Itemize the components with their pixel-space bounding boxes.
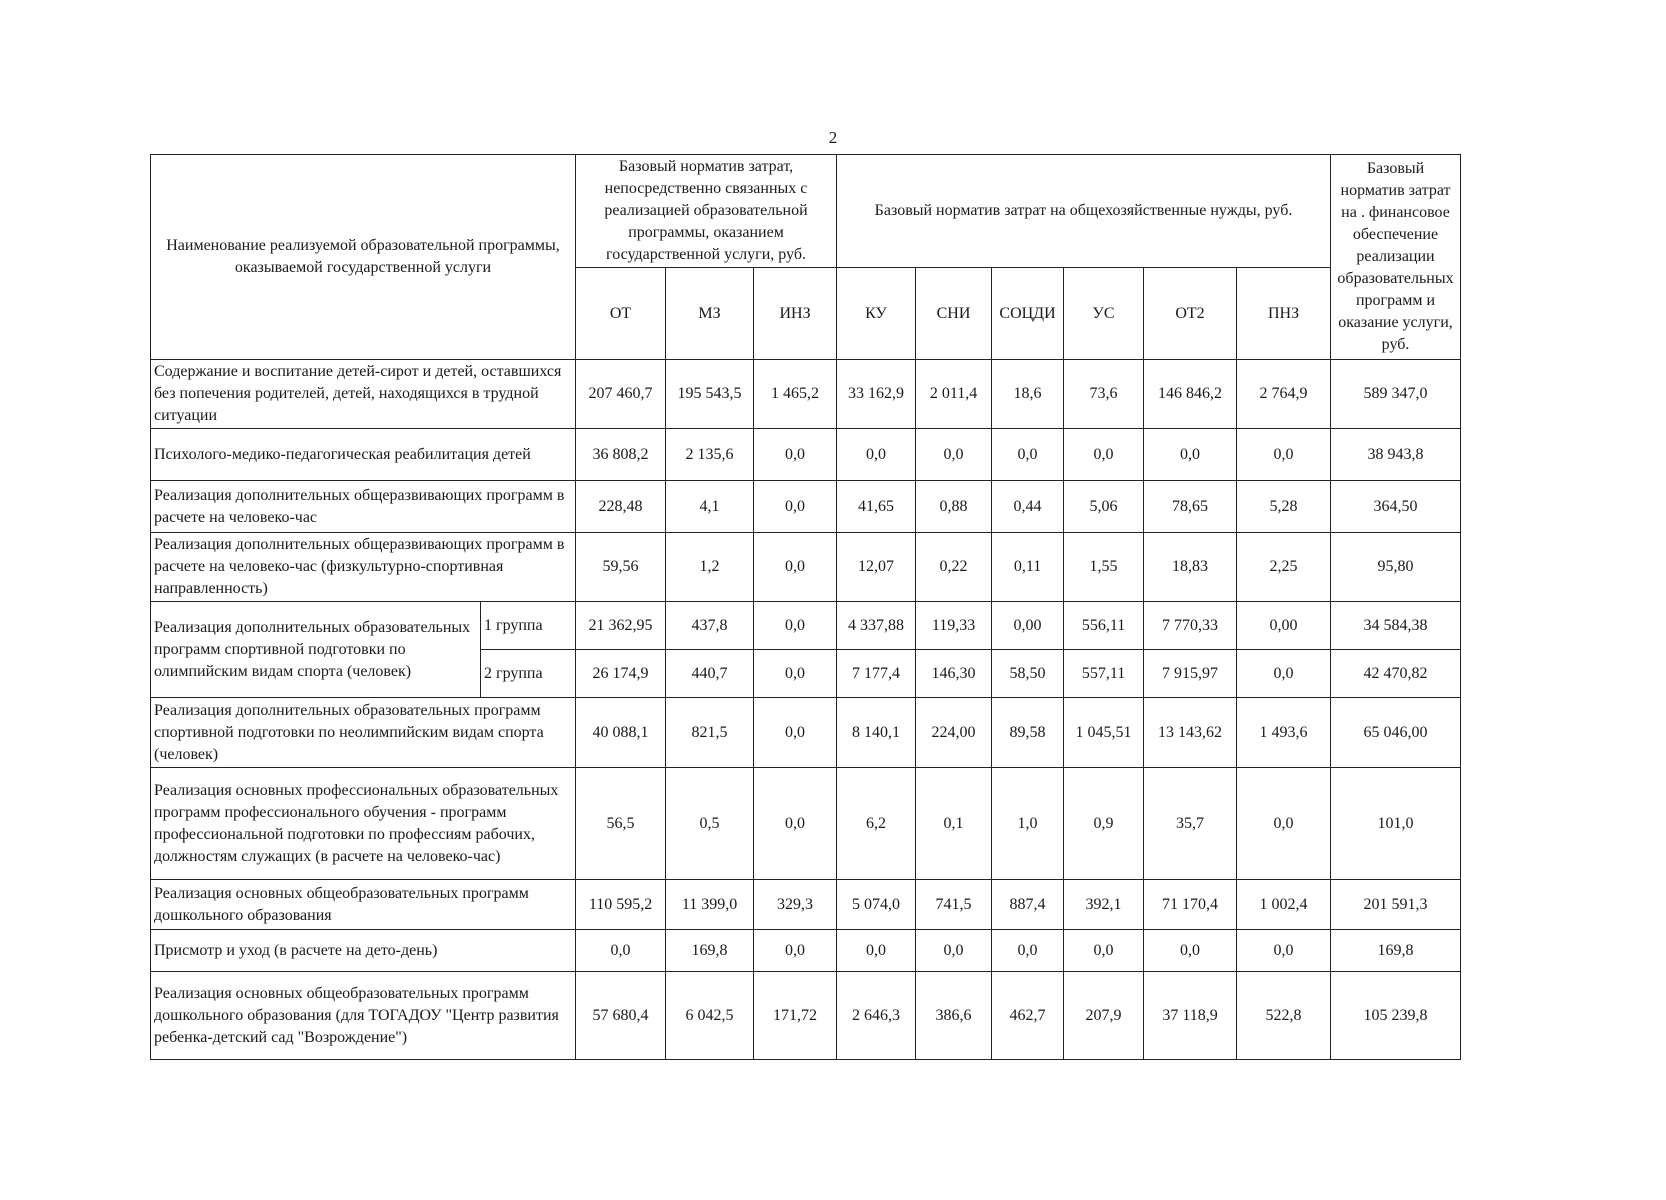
cell-value: 7 915,97: [1144, 650, 1237, 698]
cell-value: 556,11: [1064, 602, 1144, 650]
cell-value: 0,0: [992, 429, 1064, 481]
cell-value: 0,88: [916, 481, 992, 533]
cell-value: 0,9: [1064, 768, 1144, 880]
cell-value: 887,4: [992, 880, 1064, 930]
cell-value: 0,0: [754, 533, 837, 602]
cell-value: 0,0: [1144, 429, 1237, 481]
row-name: Реализация основных общеобразовательных программ дошкольного образования (для ТОГАДОУ "Центр развития ребенка-детский сад "Возрождение"): [151, 972, 576, 1060]
cell-value: 0,0: [1237, 650, 1331, 698]
cell-value: 0,0: [754, 650, 837, 698]
cell-value: 7 770,33: [1144, 602, 1237, 650]
cell-value: 437,8: [666, 602, 754, 650]
col-header: МЗ: [666, 268, 754, 360]
cell-value: 73,6: [1064, 360, 1144, 429]
table-row: [151, 972, 1461, 1060]
cell-value: 0,00: [992, 602, 1064, 650]
cell-value: 1 002,4: [1237, 880, 1331, 930]
cell-value: 7 177,4: [837, 650, 916, 698]
cell-value: 6,2: [837, 768, 916, 880]
cell-value: 0,0: [837, 429, 916, 481]
cell-value: 58,50: [992, 650, 1064, 698]
cell-value: 386,6: [916, 972, 992, 1060]
col-header: КУ: [837, 268, 916, 360]
cell-value: 0,0: [754, 930, 837, 972]
cell-value: 821,5: [666, 698, 754, 768]
cell-total: 42 470,82: [1331, 650, 1461, 698]
cell-total: 201 591,3: [1331, 880, 1461, 930]
cell-value: 78,65: [1144, 481, 1237, 533]
cell-value: 5 074,0: [837, 880, 916, 930]
col-header: ОТ2: [1144, 268, 1237, 360]
col-header: ИНЗ: [754, 268, 837, 360]
table-row: [151, 768, 1461, 880]
cell-value: 169,8: [666, 930, 754, 972]
cell-value: 207,9: [1064, 972, 1144, 1060]
col-header: УС: [1064, 268, 1144, 360]
row-name: Реализация основных профессиональных образовательных программ профессионального обучения - программ профессиональной подготовки по профессиям рабочих, должностям служащих (в расчете на человеко-час): [151, 768, 576, 880]
cell-value: 0,0: [576, 930, 666, 972]
cell-value: 4,1: [666, 481, 754, 533]
cell-total: 589 347,0: [1331, 360, 1461, 429]
cell-value: 89,58: [992, 698, 1064, 768]
table-row: [151, 698, 1461, 768]
cell-value: 41,65: [837, 481, 916, 533]
cell-value: 13 143,62: [1144, 698, 1237, 768]
col-header: СНИ: [916, 268, 992, 360]
cell-value: 119,33: [916, 602, 992, 650]
cell-value: 440,7: [666, 650, 754, 698]
cell-value: 329,3: [754, 880, 837, 930]
cell-value: 2 011,4: [916, 360, 992, 429]
cell-value: 11 399,0: [666, 880, 754, 930]
cell-value: 2 646,3: [837, 972, 916, 1060]
cell-value: 2,25: [1237, 533, 1331, 602]
cell-total: 38 943,8: [1331, 429, 1461, 481]
cell-value: 1,55: [1064, 533, 1144, 602]
cell-value: 0,0: [916, 429, 992, 481]
cell-value: 5,28: [1237, 481, 1331, 533]
table-row: [151, 930, 1461, 972]
cell-value: 0,0: [1064, 429, 1144, 481]
cell-value: 557,11: [1064, 650, 1144, 698]
cell-total: 95,80: [1331, 533, 1461, 602]
cell-value: 0,0: [754, 698, 837, 768]
row-name: Присмотр и уход (в расчете на дето-день): [151, 930, 576, 972]
cell-value: 207 460,7: [576, 360, 666, 429]
table-row: [151, 533, 1461, 602]
cell-value: 146 846,2: [1144, 360, 1237, 429]
cell-value: 110 595,2: [576, 880, 666, 930]
cell-value: 26 174,9: [576, 650, 666, 698]
cell-value: 1 465,2: [754, 360, 837, 429]
row-name: Психолого-медико-педагогическая реабилитация детей: [151, 429, 576, 481]
cell-total: 34 584,38: [1331, 602, 1461, 650]
cell-value: 35,7: [1144, 768, 1237, 880]
cell-value: 18,83: [1144, 533, 1237, 602]
row-name: Реализация дополнительных образовательных программ спортивной подготовки по неолимпийским видам спорта (человек): [151, 698, 576, 768]
cell-total: 101,0: [1331, 768, 1461, 880]
page-number: 2: [828, 128, 838, 147]
cell-value: 57 680,4: [576, 972, 666, 1060]
cell-value: 40 088,1: [576, 698, 666, 768]
cell-value: 224,00: [916, 698, 992, 768]
cell-value: 6 042,5: [666, 972, 754, 1060]
cell-value: 33 162,9: [837, 360, 916, 429]
row-name: Реализация дополнительных образовательных программ спортивной подготовки по олимпийским видам спорта (человек): [151, 602, 481, 698]
cell-value: 0,0: [754, 602, 837, 650]
table-row: [151, 602, 1461, 650]
group-label: 1 группа: [481, 602, 576, 650]
norms-table: [150, 154, 1461, 1060]
row-name: Реализация дополнительных общеразвивающих программ в расчете на человеко-час: [151, 481, 576, 533]
cell-value: 0,1: [916, 768, 992, 880]
col-header: СОЦДИ: [992, 268, 1064, 360]
cell-value: 18,6: [992, 360, 1064, 429]
group-label: 2 группа: [481, 650, 576, 698]
col-header: ОТ: [576, 268, 666, 360]
cell-value: 0,0: [1237, 768, 1331, 880]
cell-value: 56,5: [576, 768, 666, 880]
table-row: [151, 429, 1461, 481]
cell-total: 364,50: [1331, 481, 1461, 533]
cell-value: 1 493,6: [1237, 698, 1331, 768]
cell-value: 0,0: [992, 930, 1064, 972]
table-row: [151, 481, 1461, 533]
cell-value: 0,5: [666, 768, 754, 880]
cell-value: 522,8: [1237, 972, 1331, 1060]
cell-value: 0,0: [754, 481, 837, 533]
cell-value: 0,22: [916, 533, 992, 602]
cell-value: 1 045,51: [1064, 698, 1144, 768]
row-name: Реализация основных общеобразовательных программ дошкольного образования: [151, 880, 576, 930]
row-name: Содержание и воспитание детей-сирот и детей, оставшихся без попечения родителей, детей, находящихся в трудной ситуации: [151, 360, 576, 429]
table-row: [151, 880, 1461, 930]
cell-value: 1,2: [666, 533, 754, 602]
cell-value: 37 118,9: [1144, 972, 1237, 1060]
cell-value: 1,0: [992, 768, 1064, 880]
cell-value: 0,00: [1237, 602, 1331, 650]
header-general-costs: Базовый норматив затрат на общехозяйственные нужды, руб.: [837, 155, 1331, 268]
cell-value: 0,0: [754, 768, 837, 880]
cell-value: 462,7: [992, 972, 1064, 1060]
cell-value: 146,30: [916, 650, 992, 698]
header-direct-costs: Базовый норматив затрат, непосредственно связанных с реализацией образовательной программы, оказанием государственной услуги, руб.: [576, 155, 837, 268]
cell-value: 741,5: [916, 880, 992, 930]
cell-value: 171,72: [754, 972, 837, 1060]
cell-value: 5,06: [1064, 481, 1144, 533]
cell-value: 0,44: [992, 481, 1064, 533]
cell-value: 0,0: [754, 429, 837, 481]
header-program-name: Наименование реализуемой образовательной программы, оказываемой государственной услуги: [151, 155, 576, 360]
cell-value: 0,0: [916, 930, 992, 972]
cell-value: 0,0: [1237, 930, 1331, 972]
cell-value: 0,0: [1064, 930, 1144, 972]
cell-value: 71 170,4: [1144, 880, 1237, 930]
cell-value: 21 362,95: [576, 602, 666, 650]
col-header: ПНЗ: [1237, 268, 1331, 360]
cell-value: 228,48: [576, 481, 666, 533]
cell-value: 0,0: [1237, 429, 1331, 481]
cell-value: 195 543,5: [666, 360, 754, 429]
cell-value: 0,11: [992, 533, 1064, 602]
cell-total: 65 046,00: [1331, 698, 1461, 768]
row-name: Реализация дополнительных общеразвивающих программ в расчете на человеко-час (физкультурно-спортивная направленность): [151, 533, 576, 602]
cell-value: 0,0: [1144, 930, 1237, 972]
table-row: [151, 360, 1461, 429]
cell-value: 2 764,9: [1237, 360, 1331, 429]
cell-value: 59,56: [576, 533, 666, 602]
cell-total: 169,8: [1331, 930, 1461, 972]
cell-value: 392,1: [1064, 880, 1144, 930]
cell-value: 8 140,1: [837, 698, 916, 768]
header-total: Базовый норматив затрат на . финансовое обеспечение реализации образовательных программ и оказание услуги, руб.: [1331, 155, 1461, 360]
cell-value: 2 135,6: [666, 429, 754, 481]
cell-value: 12,07: [837, 533, 916, 602]
cell-value: 0,0: [837, 930, 916, 972]
cell-value: 36 808,2: [576, 429, 666, 481]
cell-total: 105 239,8: [1331, 972, 1461, 1060]
cell-value: 4 337,88: [837, 602, 916, 650]
